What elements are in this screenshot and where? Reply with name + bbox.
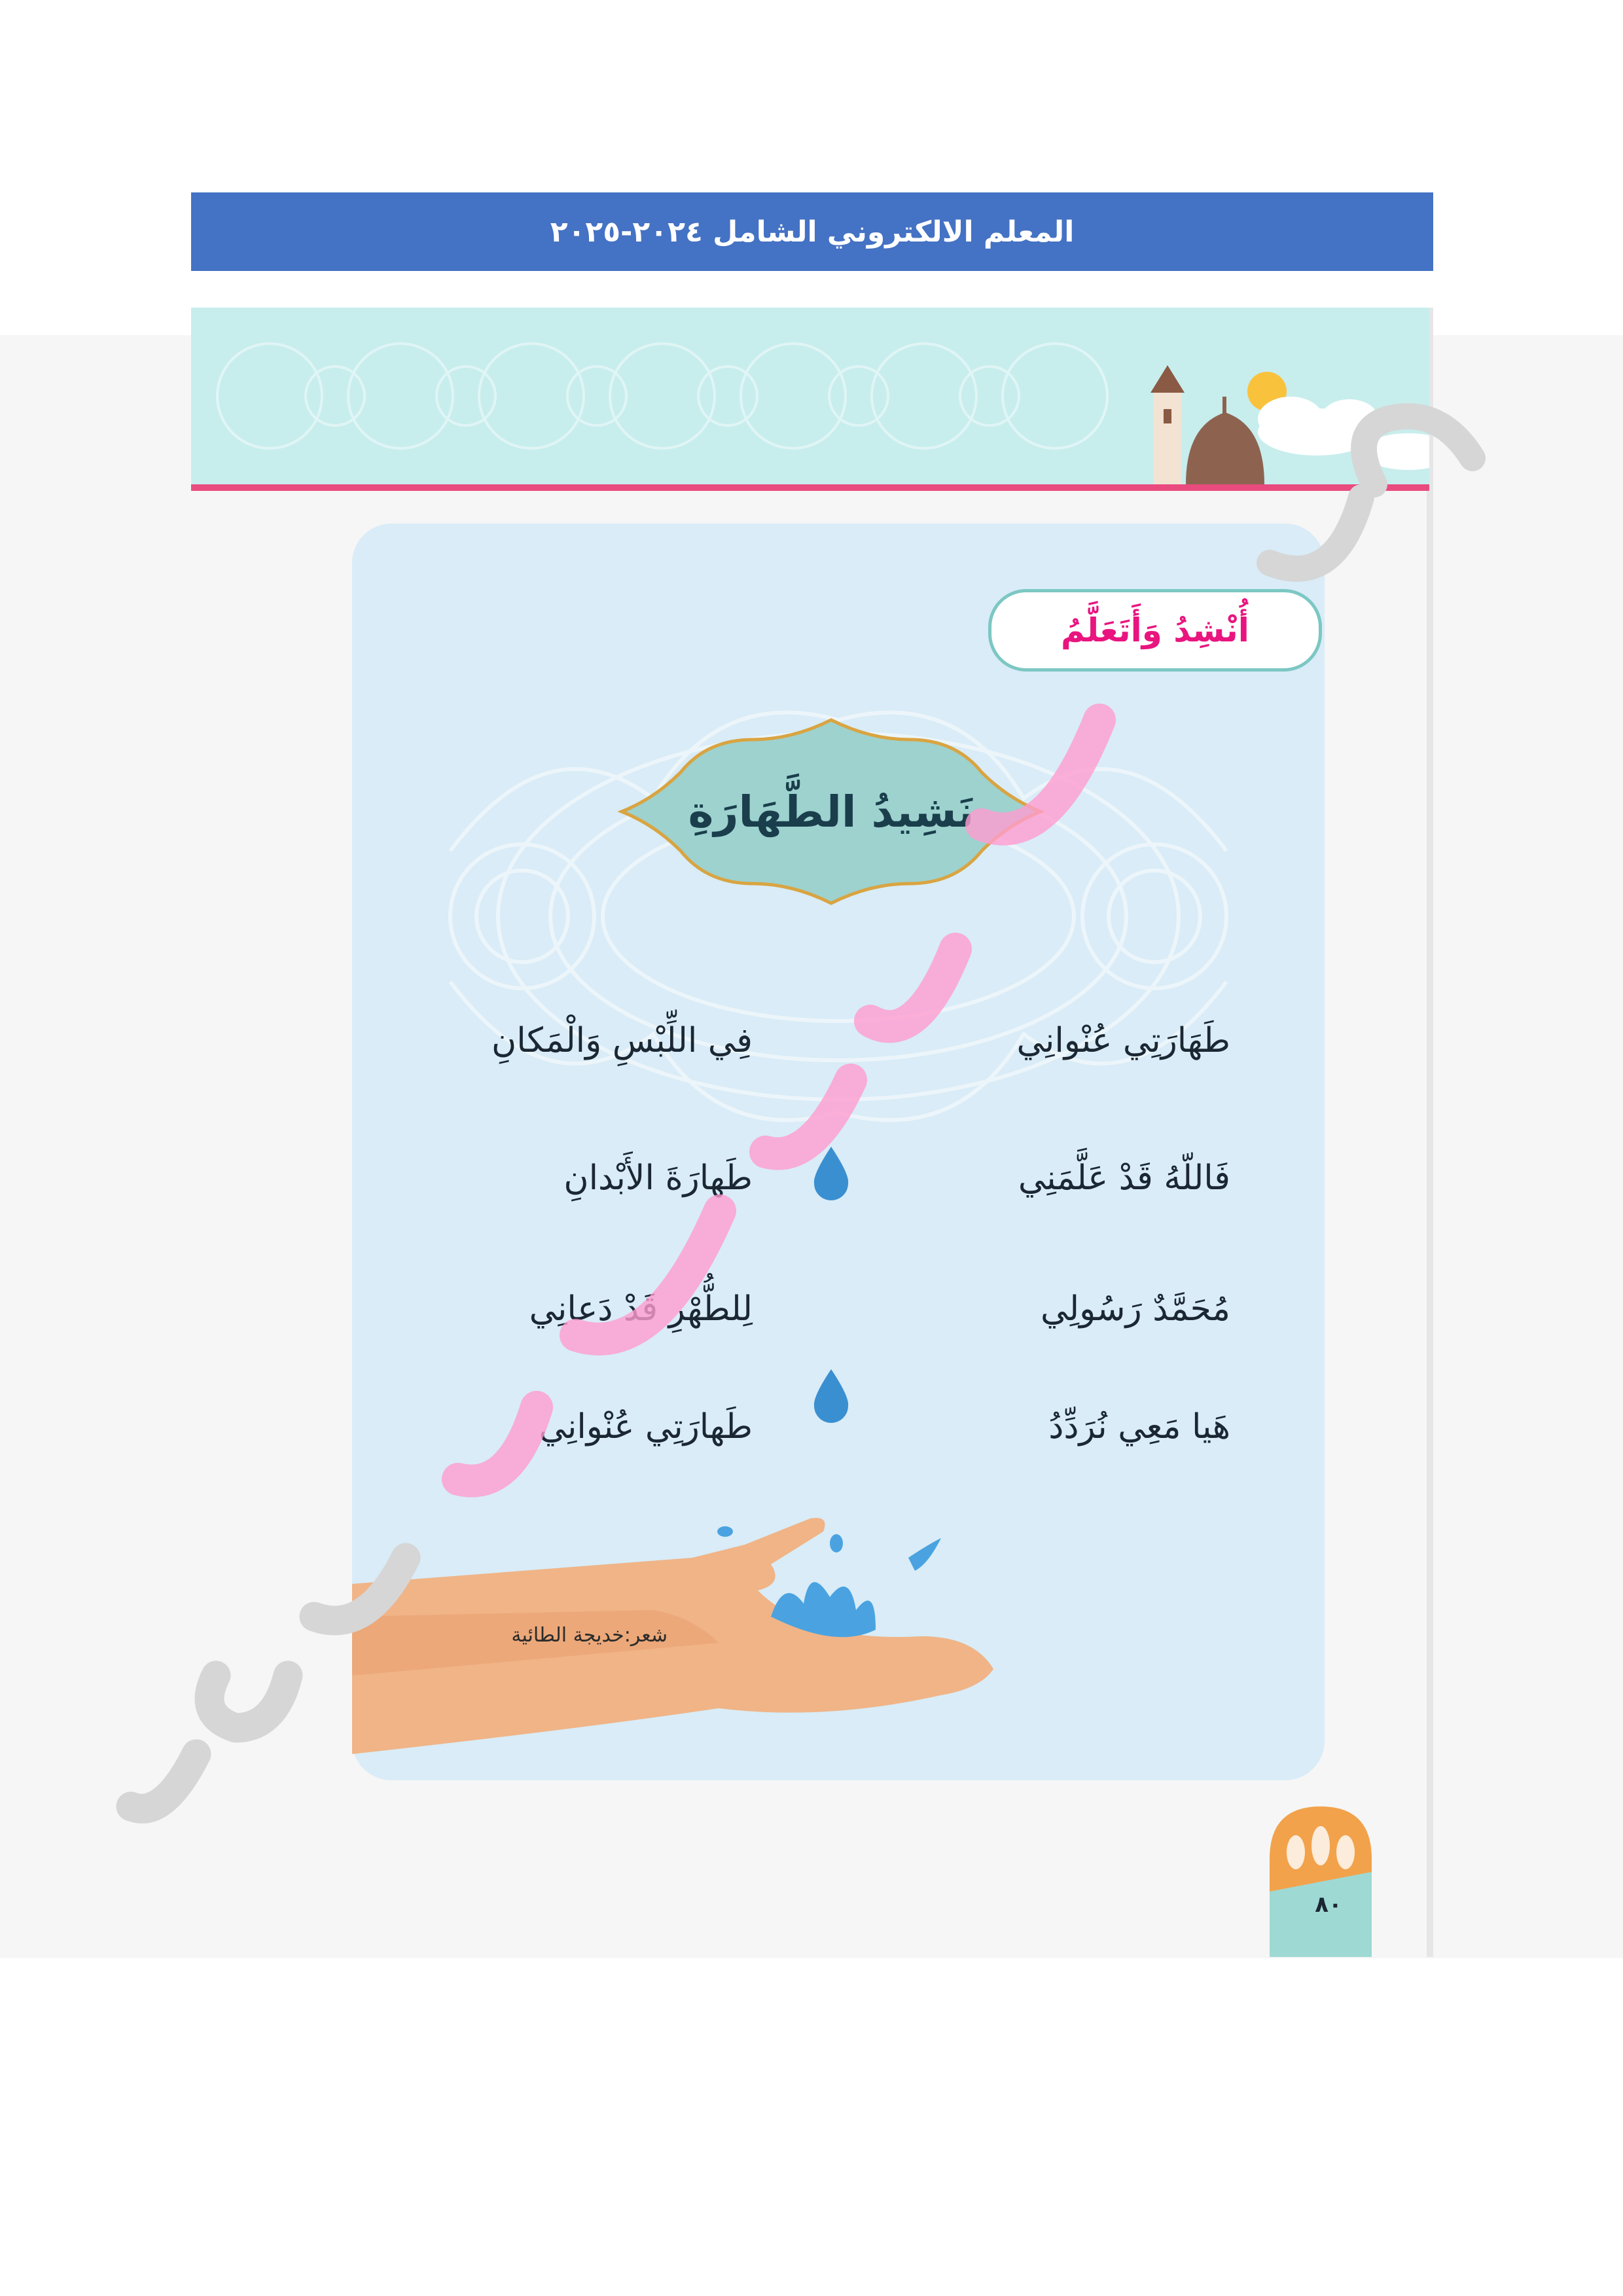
section-label: أُنْشِدُ وَأَتَعَلَّمُ	[1061, 611, 1249, 649]
verse-4-left: طَهارَتِي عُنْوانِي	[539, 1407, 753, 1446]
page-number: ٨٠	[1315, 1892, 1342, 1918]
cloud-icon	[1258, 397, 1429, 470]
water-drop-icon	[812, 1145, 851, 1200]
poet-credit: شعر:خديجة الطائية	[511, 1623, 668, 1647]
mosque-icon	[1150, 365, 1264, 484]
header-strip	[191, 308, 1429, 484]
page-edge	[1427, 308, 1433, 1957]
verse-2-left: طَهارَةَ الأَبْدانِ	[563, 1158, 753, 1198]
section-tab	[988, 589, 1322, 672]
page-badge	[1263, 1800, 1378, 1957]
water-drop-icon	[812, 1368, 851, 1423]
header-divider	[191, 484, 1429, 491]
verse-1-right: طَهَارَتِي عُنْوانِي	[1016, 1021, 1230, 1060]
verse-3-left: لِلطُّهْرِ قَدْ دَعانِي	[529, 1289, 753, 1329]
poem-title: نَشِيدُ الطَّهَارَةِ	[688, 786, 974, 837]
header-pattern	[191, 308, 1429, 484]
top-banner	[191, 192, 1433, 271]
banner-title: المعلم الالكتروني الشامل ٢٠٢٤-٢٠٢٥	[550, 215, 1075, 249]
verse-1-left: فِي اللِّبْسِ وَالْمَكانِ	[491, 1021, 753, 1060]
verse-2-right: فَاللّهُ قَدْ عَلَّمَنِي	[1018, 1158, 1230, 1198]
verse-3-right: مُحَمَّدٌ رَسُولِي	[1040, 1289, 1230, 1329]
verse-4-right: هَيا مَعِي نُرَدِّدُ	[1048, 1407, 1230, 1446]
